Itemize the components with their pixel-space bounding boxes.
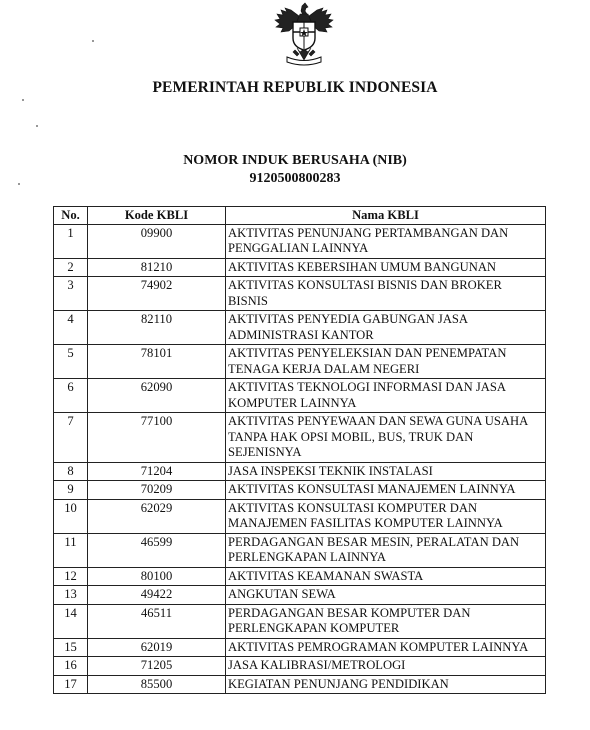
row-number: 14 xyxy=(54,604,88,638)
kode-kbli-cell: 46511 xyxy=(88,604,226,638)
nama-kbli-cell: KEGIATAN PENUNJANG PENDIDIKAN xyxy=(226,675,546,694)
row-number: 5 xyxy=(54,345,88,379)
nib-number: 9120500800283 xyxy=(249,171,341,186)
kode-kbli-cell: 74902 xyxy=(88,277,226,311)
government-title: PEMERINTAH REPUBLIK INDONESIA xyxy=(152,79,438,96)
nama-kbli-cell: JASA KALIBRASI/METROLOGI xyxy=(226,657,546,676)
kode-kbli-cell: 71205 xyxy=(88,657,226,676)
row-number: 8 xyxy=(54,462,88,481)
kbli-table-body xyxy=(54,224,546,694)
kode-kbli-cell: 09900 xyxy=(88,224,226,258)
table-row xyxy=(54,277,546,311)
scan-speck xyxy=(22,99,24,101)
nib-heading xyxy=(0,152,590,188)
kode-kbli-cell: 70209 xyxy=(88,481,226,500)
table-row xyxy=(54,586,546,605)
scan-speck xyxy=(36,125,38,127)
table-row xyxy=(54,533,546,567)
kode-kbli-cell: 78101 xyxy=(88,345,226,379)
row-number: 2 xyxy=(54,258,88,277)
table-row xyxy=(54,379,546,413)
row-number: 4 xyxy=(54,311,88,345)
row-number: 3 xyxy=(54,277,88,311)
nama-kbli-cell: AKTIVITAS TEKNOLOGI INFORMASI DAN JASA KOMPUTER LAINNYA xyxy=(226,379,546,413)
kode-kbli-cell: 77100 xyxy=(88,413,226,463)
row-number: 7 xyxy=(54,413,88,463)
kode-kbli-cell: 80100 xyxy=(88,567,226,586)
kode-kbli-cell: 71204 xyxy=(88,462,226,481)
row-number: 10 xyxy=(54,499,88,533)
column-header-no: No. xyxy=(54,207,88,225)
row-number: 11 xyxy=(54,533,88,567)
nama-kbli-cell: ANGKUTAN SEWA xyxy=(226,586,546,605)
nama-kbli-cell: AKTIVITAS PENUNJANG PERTAMBANGAN DAN PENGGALIAN LAINNYA xyxy=(226,224,546,258)
kode-kbli-cell: 46599 xyxy=(88,533,226,567)
table-row xyxy=(54,567,546,586)
table-row xyxy=(54,604,546,638)
table-row xyxy=(54,481,546,500)
kode-kbli-cell: 62019 xyxy=(88,638,226,657)
row-number: 13 xyxy=(54,586,88,605)
nama-kbli-cell: AKTIVITAS PEMROGRAMAN KOMPUTER LAINNYA xyxy=(226,638,546,657)
row-number: 15 xyxy=(54,638,88,657)
nama-kbli-cell: AKTIVITAS KONSULTASI BISNIS DAN BROKER BISNIS xyxy=(226,277,546,311)
table-row xyxy=(54,413,546,463)
kbli-table xyxy=(53,206,546,694)
kode-kbli-cell: 49422 xyxy=(88,586,226,605)
table-row xyxy=(54,311,546,345)
kode-kbli-cell: 62090 xyxy=(88,379,226,413)
nama-kbli-cell: AKTIVITAS PENYEWAAN DAN SEWA GUNA USAHA TANPA HAK OPSI MOBIL, BUS, TRUK DAN SEJENISNYA xyxy=(226,413,546,463)
nama-kbli-cell: JASA INSPEKSI TEKNIK INSTALASI xyxy=(226,462,546,481)
nama-kbli-cell: AKTIVITAS KEAMANAN SWASTA xyxy=(226,567,546,586)
row-number: 9 xyxy=(54,481,88,500)
kode-kbli-cell: 85500 xyxy=(88,675,226,694)
nama-kbli-cell: AKTIVITAS KONSULTASI KOMPUTER DAN MANAJEMEN FASILITAS KOMPUTER LAINNYA xyxy=(226,499,546,533)
nama-kbli-cell: AKTIVITAS KONSULTASI MANAJEMEN LAINNYA xyxy=(226,481,546,500)
table-row xyxy=(54,462,546,481)
table-row xyxy=(54,258,546,277)
table-row xyxy=(54,224,546,258)
table-row xyxy=(54,675,546,694)
table-header-row xyxy=(54,207,546,225)
table-row xyxy=(54,657,546,676)
scan-speck xyxy=(92,40,94,42)
document-title: NOMOR INDUK BERUSAHA (NIB) xyxy=(183,153,407,168)
row-number: 12 xyxy=(54,567,88,586)
table-row xyxy=(54,638,546,657)
kode-kbli-cell: 62029 xyxy=(88,499,226,533)
table-row xyxy=(54,345,546,379)
column-header-nama: Nama KBLI xyxy=(226,207,546,225)
nama-kbli-cell: PERDAGANGAN BESAR MESIN, PERALATAN DAN PERLENGKAPAN LAINNYA xyxy=(226,533,546,567)
row-number: 16 xyxy=(54,657,88,676)
kode-kbli-cell: 82110 xyxy=(88,311,226,345)
nama-kbli-cell: AKTIVITAS KEBERSIHAN UMUM BANGUNAN xyxy=(226,258,546,277)
nama-kbli-cell: AKTIVITAS PENYEDIA GABUNGAN JASA ADMINISTRASI KANTOR xyxy=(226,311,546,345)
row-number: 6 xyxy=(54,379,88,413)
row-number: 17 xyxy=(54,675,88,694)
table-row xyxy=(54,499,546,533)
column-header-kode: Kode KBLI xyxy=(88,207,226,225)
row-number: 1 xyxy=(54,224,88,258)
nama-kbli-cell: PERDAGANGAN BESAR KOMPUTER DAN PERLENGKAPAN KOMPUTER xyxy=(226,604,546,638)
garuda-emblem-icon xyxy=(269,2,339,70)
nama-kbli-cell: AKTIVITAS PENYELEKSIAN DAN PENEMPATAN TENAGA KERJA DALAM NEGERI xyxy=(226,345,546,379)
kode-kbli-cell: 81210 xyxy=(88,258,226,277)
